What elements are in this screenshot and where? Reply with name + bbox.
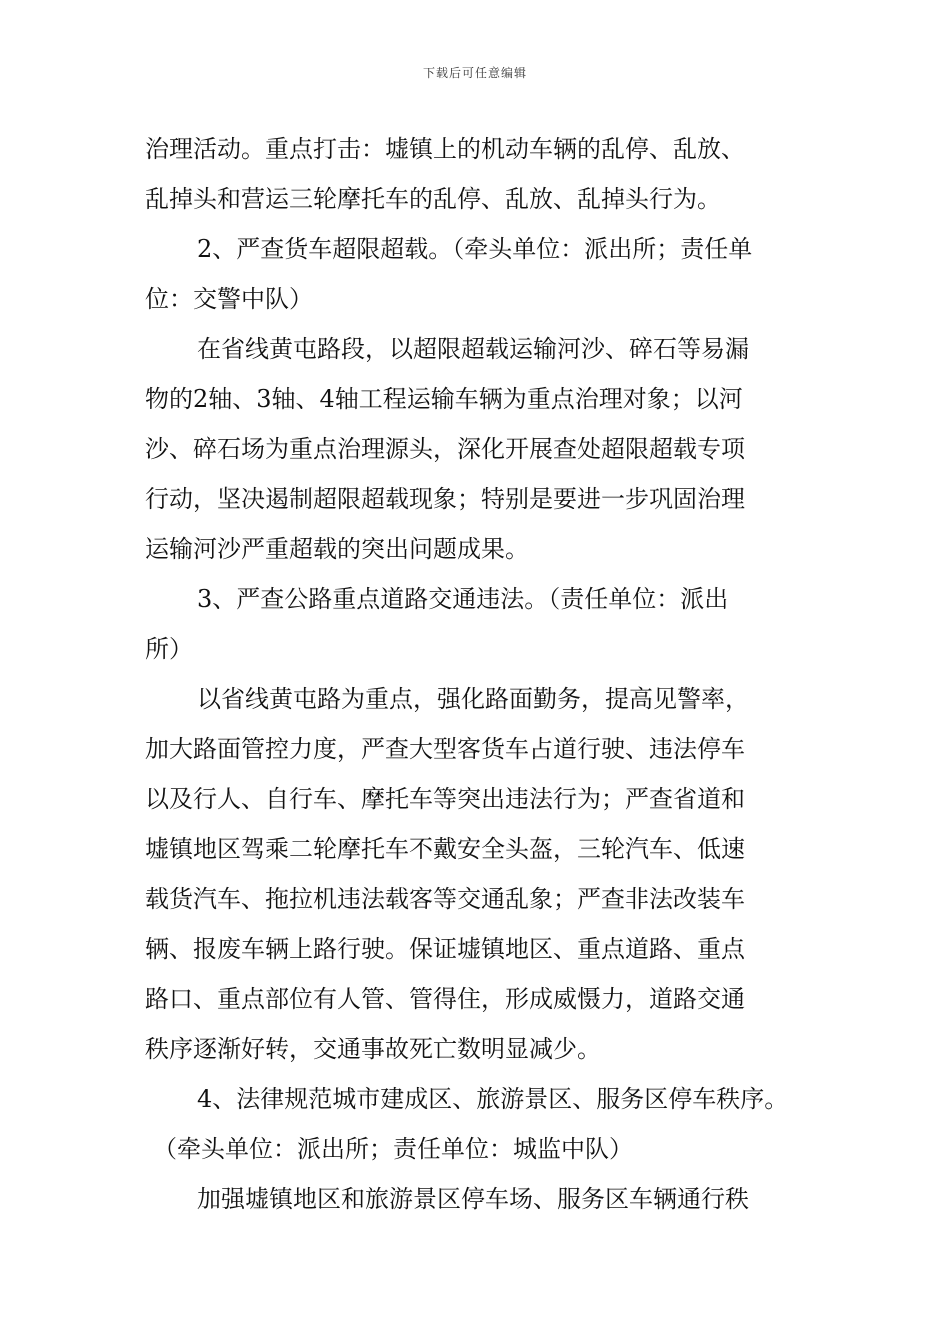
text-line: 墟镇地区驾乘二轮摩托车不戴安全头盔，三轮汽车、低速 [145,835,745,863]
text-line: 运输河沙严重超载的突出问题成果。 [145,535,529,563]
text-line: 行动，坚决遏制超限超载现象；特别是要进一步巩固治理 [145,485,745,513]
document-body [145,124,815,1224]
section-heading: 3、严查公路重点道路交通违法。（责任单位：派出 [197,585,729,613]
text-line: 沙、碎石场为重点治理源头，深化开展查处超限超载专项 [145,435,745,463]
section-heading: 4、法律规范城市建成区、旅游景区、服务区停车秩序。 [197,1085,789,1113]
text-line: 秩序逐渐好转，交通事故死亡数明显减少。 [145,1035,601,1063]
text-line: 辆、报废车辆上路行驶。保证墟镇地区、重点道路、重点 [145,935,745,963]
text-line: 位：交警中队） [145,285,313,313]
text-line: 物的2轴、3轴、4轴工程运输车辆为重点治理对象；以河 [145,385,743,413]
section-heading: 2、严查货车超限超载。（牵头单位：派出所；责任单 [197,235,753,263]
text-line: 所） [145,635,193,663]
text-line: （牵头单位：派出所；责任单位：城监中队） [153,1135,633,1163]
text-line: 载货汽车、拖拉机违法载客等交通乱象；严查非法改装车 [145,885,745,913]
paragraph-start: 在省线黄屯路段，以超限超载运输河沙、碎石等易漏 [197,335,749,363]
text-line: 乱掉头和营运三轮摩托车的乱停、乱放、乱掉头行为。 [145,185,721,213]
paragraph-start: 加强墟镇地区和旅游景区停车场、服务区车辆通行秩 [197,1185,749,1213]
text-line: 治理活动。重点打击：墟镇上的机动车辆的乱停、乱放、 [145,135,745,163]
page-header: 下载后可任意编辑 [422,66,527,80]
text-line: 加大路面管控力度，严查大型客货车占道行驶、违法停车 [145,735,745,763]
paragraph-start: 以省线黄屯路为重点，强化路面勤务，提高见警率， [197,685,749,713]
text-line: 以及行人、自行车、摩托车等突出违法行为；严查省道和 [145,785,745,813]
text-line: 路口、重点部位有人管、管得住，形成威慑力，道路交通 [145,985,745,1013]
